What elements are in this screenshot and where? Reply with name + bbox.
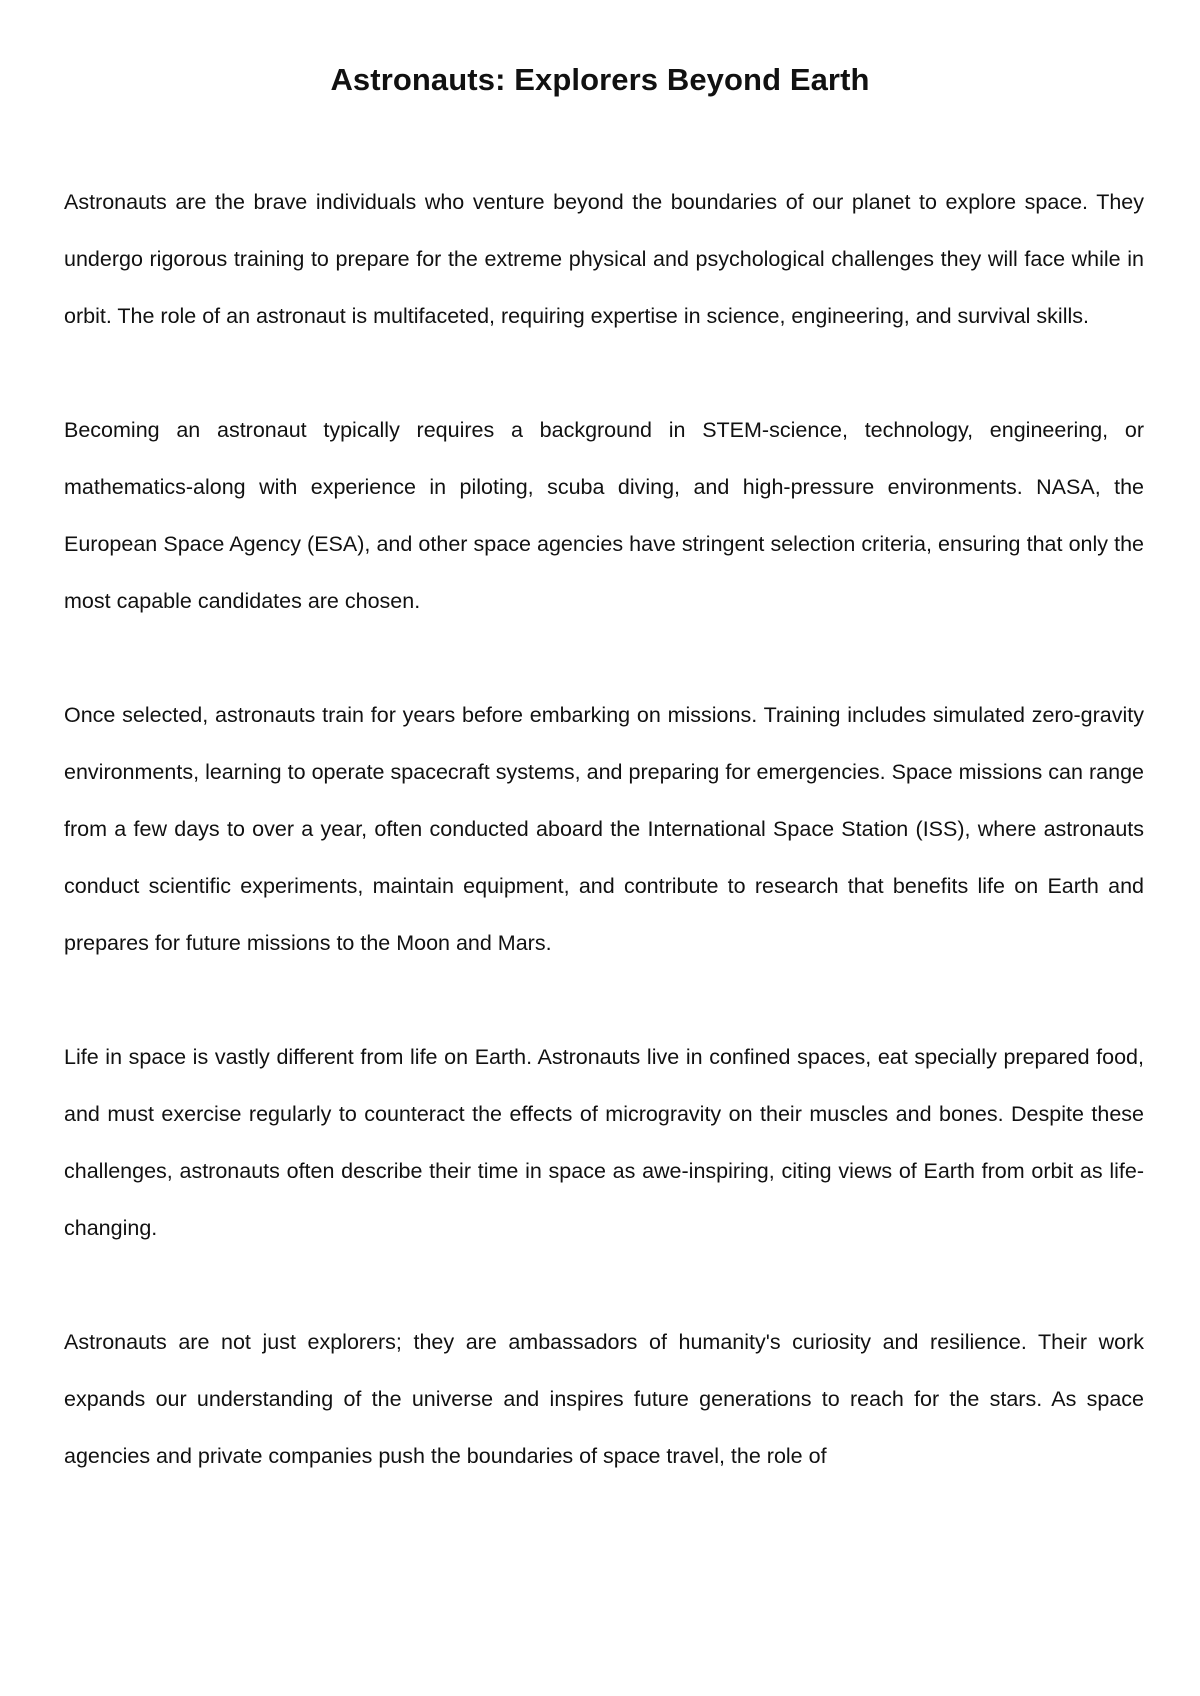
document-body (64, 174, 1144, 1542)
paragraph-4: Life in space is vastly different from life on Earth. Astronauts live in confined spaces, eat specially prepared food, and must exercise regularly to counteract the effects of microgravity on their muscles and bones. Despite these challenges, astronauts often describe their time in space as awe-inspiring, citing views of Earth from orbit as life-changing. (64, 1045, 1144, 1240)
paragraph-5: Astronauts are not just explorers; they are ambassadors of humanity's curiosity and resilience. Their work expands our understanding of the universe and inspires future generations to reach for the stars. As space agencies and private companies push the boundaries of space travel, the role of (64, 1330, 1144, 1468)
paragraph-3: Once selected, astronauts train for years before embarking on missions. Training includes simulated zero-gravity environments, learning to operate spacecraft systems, and preparing for emergencies. Space missions can range from a few days to over a year, often conducted aboard the International Space Station (ISS), where astronauts conduct scientific experiments, maintain equipment, and contribute to research that benefits life on Earth and prepares for future missions to the Moon and Mars. (64, 703, 1144, 955)
paragraph-1: Astronauts are the brave individuals who venture beyond the boundaries of our planet to explore space. They undergo rigorous training to prepare for the extreme physical and psychological challenges they will face while in orbit. The role of an astronaut is multifaceted, requiring expertise in science, engineering, and survival skills. (64, 190, 1144, 328)
paragraph-2: Becoming an astronaut typically requires a background in STEM-science, technology, engineering, or mathematics-along with experience in piloting, scuba diving, and high-pressure environments. NASA, the European Space Agency (ESA), and other space agencies have stringent selection criteria, ensuring that only the most capable candidates are chosen. (64, 418, 1144, 613)
document-title: Astronauts: Explorers Beyond Earth (330, 62, 870, 97)
